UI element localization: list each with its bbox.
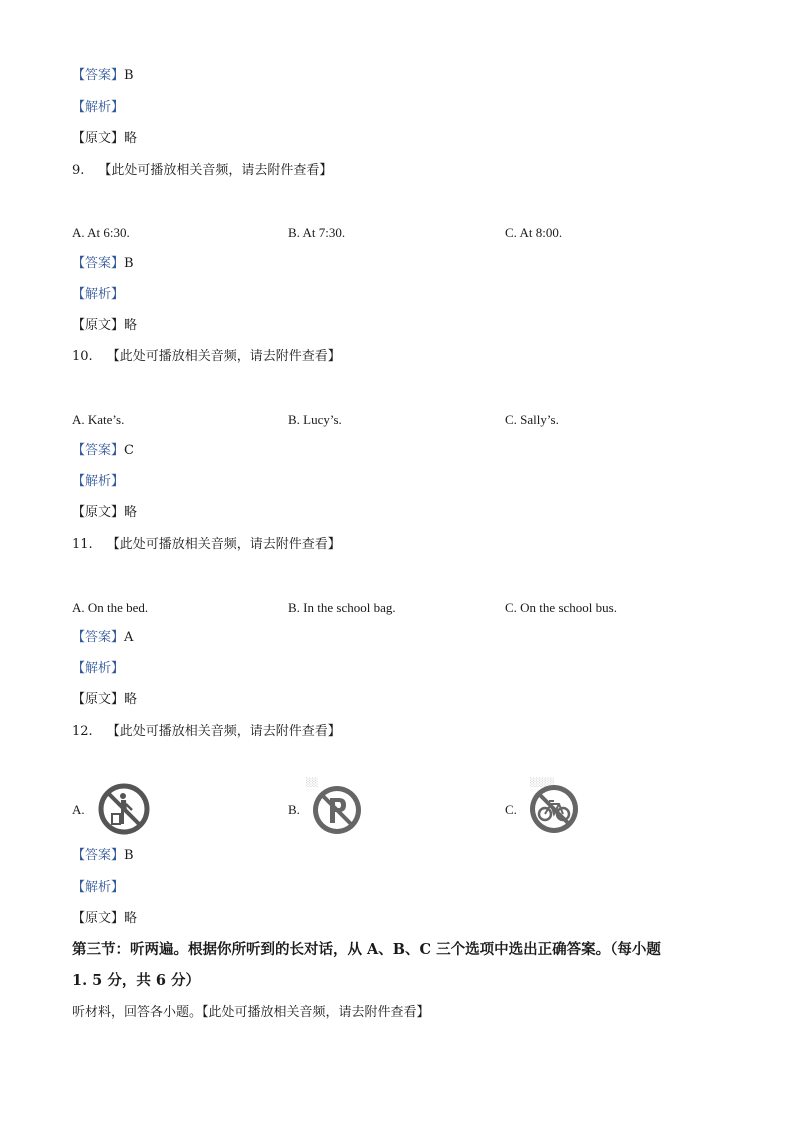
analysis-label: 【解析】	[72, 661, 125, 676]
q12-answer-line	[72, 847, 134, 865]
no-cycling-sign-icon	[527, 782, 581, 836]
answer-value: B	[124, 256, 134, 271]
q8-answer-line	[72, 67, 134, 85]
no-littering-sign-icon	[97, 782, 151, 836]
answer-label: 【答案】	[72, 630, 125, 645]
analysis-label: 【解析】	[72, 287, 125, 302]
q12-option-a-label: A.	[72, 802, 85, 817]
audio-note[interactable]: 【此处可播放相关音频，请去附件查看】	[98, 163, 333, 178]
q11-stem	[72, 536, 341, 554]
section3-title-line2: 1. 5 分，共 6 分）	[72, 972, 201, 989]
original-text: 略	[124, 505, 138, 520]
q12-option-b-label: B.	[288, 802, 300, 817]
answer-label: 【答案】	[72, 848, 125, 863]
original-text: 略	[124, 131, 138, 146]
section3-instruction: 听材料，回答各小题。【此处可播放相关音频，请去附件查看】	[72, 1005, 430, 1020]
q11-option-b: B. In the school bag.	[288, 600, 396, 615]
q9-original-line	[72, 317, 137, 335]
q8-analysis-line	[72, 99, 124, 117]
analysis-label: 【解析】	[72, 474, 125, 489]
question-number: 10.	[72, 349, 93, 364]
q10-analysis-line	[72, 473, 124, 491]
no-parking-sign-icon	[310, 783, 364, 837]
q12-original-line	[72, 910, 137, 928]
answer-value: B	[124, 848, 134, 863]
q10-option-b: B. Lucy’s.	[288, 412, 342, 427]
original-text: 略	[124, 318, 138, 333]
q11-answer-line	[72, 629, 133, 647]
original-label: 【原文】	[72, 505, 125, 520]
q11-original-line	[72, 691, 137, 709]
audio-note[interactable]: 【此处可播放相关音频，请去附件查看】	[106, 537, 341, 552]
original-text: 略	[124, 692, 138, 707]
q9-analysis-line	[72, 286, 124, 304]
q8-original-line	[72, 130, 137, 148]
question-number: 11.	[72, 537, 93, 552]
q11-option-c: C. On the school bus.	[505, 600, 617, 615]
section3-title-line1: 第三节：听两遍。根据你所听到的长对话，从 A、B、C 三个选项中选出正确答案。（每小题	[72, 941, 661, 958]
question-number: 9.	[72, 163, 85, 178]
answer-value: B	[124, 68, 134, 83]
q12-option-c-label: C.	[505, 802, 517, 817]
analysis-label: 【解析】	[72, 880, 125, 895]
q11-analysis-line	[72, 660, 124, 678]
q10-stem	[72, 348, 341, 366]
audio-note[interactable]: 【此处可播放相关音频，请去附件查看】	[106, 724, 341, 739]
watermark-mark: ░░	[306, 778, 319, 787]
original-label: 【原文】	[72, 131, 125, 146]
q12-stem	[72, 723, 341, 741]
q10-option-c: C. Sally’s.	[505, 412, 559, 427]
answer-label: 【答案】	[72, 256, 125, 271]
analysis-label: 【解析】	[72, 100, 125, 115]
q10-option-a: A. Kate’s.	[72, 412, 125, 427]
original-label: 【原文】	[72, 692, 125, 707]
q9-option-c: C. At 8:00.	[505, 225, 563, 240]
original-label: 【原文】	[72, 318, 125, 333]
q10-answer-line	[72, 442, 134, 460]
q11-option-a: A. On the bed.	[72, 600, 149, 615]
q9-option-a: A. At 6:30.	[72, 225, 130, 240]
question-number: 12.	[72, 724, 93, 739]
q9-option-b: B. At 7:30.	[288, 225, 346, 240]
q9-stem	[72, 162, 332, 180]
q10-original-line	[72, 504, 137, 522]
answer-label: 【答案】	[72, 68, 125, 83]
answer-value: C	[124, 443, 134, 458]
audio-note[interactable]: 【此处可播放相关音频，请去附件查看】	[106, 349, 341, 364]
answer-value: A	[124, 630, 134, 645]
watermark-mark: ░░░░	[530, 778, 555, 787]
original-label: 【原文】	[72, 911, 125, 926]
q9-answer-line	[72, 255, 134, 273]
q12-analysis-line	[72, 879, 124, 897]
answer-label: 【答案】	[72, 443, 125, 458]
original-text: 略	[124, 911, 138, 926]
